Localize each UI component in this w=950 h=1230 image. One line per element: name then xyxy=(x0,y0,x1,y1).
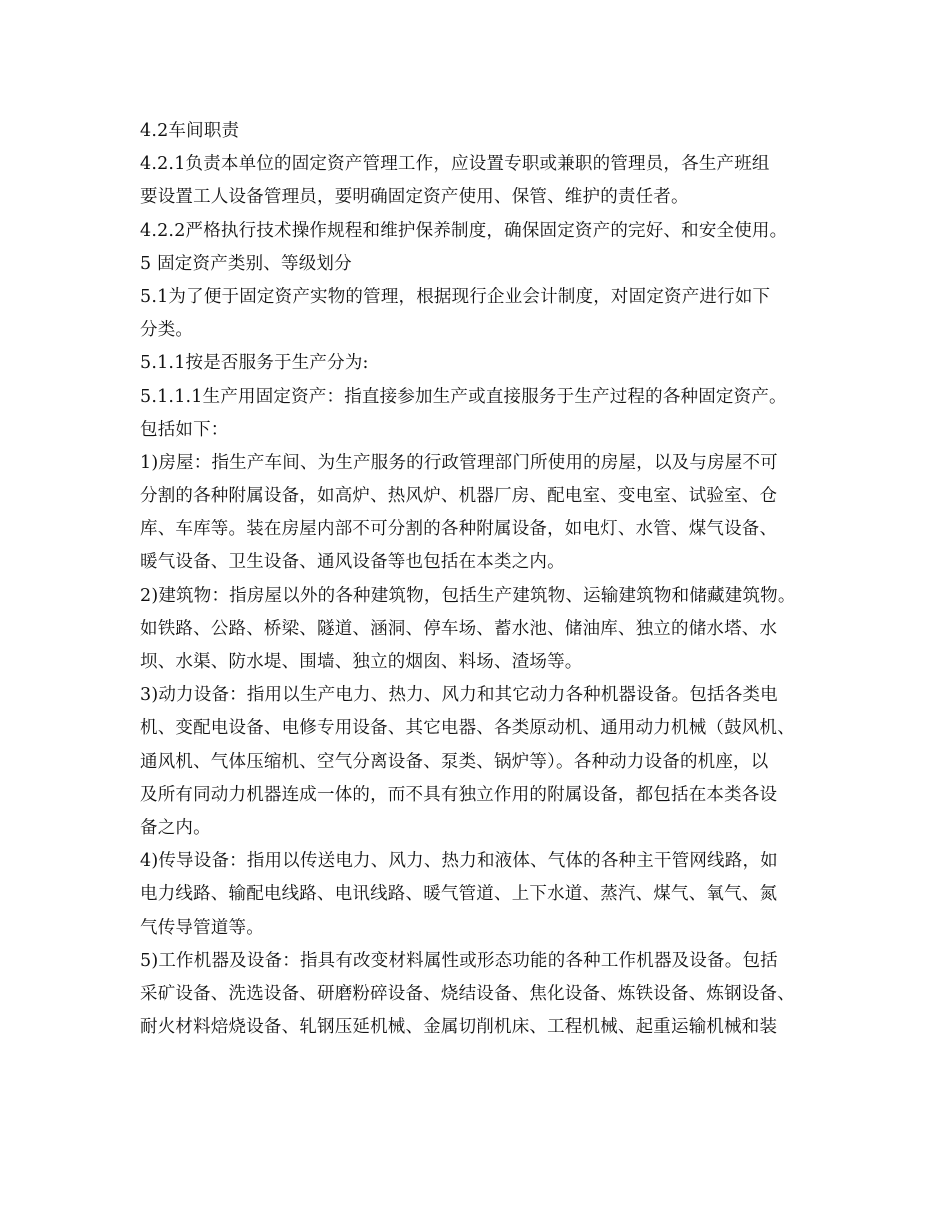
text-line: 分割的各种附属设备，如高炉、热风炉、机器厂房、配电室、变电室、试验室、仓 xyxy=(140,486,778,507)
text-line: 备之内。 xyxy=(140,817,211,838)
text-line: 3)动力设备：指用以生产电力、热力、风力和其它动力各种机器设备。包括各类电 xyxy=(140,685,778,706)
section-heading-4-2: 4.2车间职责 xyxy=(140,121,240,141)
text-line: 气传导管道等。 xyxy=(140,917,264,938)
text-line: 暖气设备、卫生设备、通风设备等也包括在本类之内。 xyxy=(140,552,565,573)
text-line: 5.1.1.1生产用固定资产：指直接参加生产或直接服务于生产过程的各种固定资产。 xyxy=(140,386,787,407)
text-line: 1)房屋：指生产车间、为生产服务的行政管理部门所使用的房屋，以及与房屋不可 xyxy=(140,452,778,473)
document-page xyxy=(140,115,825,1044)
text-line: 坝、水渠、防水堤、围墙、独立的烟囱、料场、渣场等。 xyxy=(140,652,583,672)
text-line: 分类。 xyxy=(140,320,194,341)
text-line: 机、变配电设备、电修专用设备、其它电器、各类原动机、通用动力机械（鼓风机、 xyxy=(140,718,795,739)
text-line: 要设置工人设备管理员，要明确固定资产使用、保管、维护的责任者。 xyxy=(140,187,689,208)
text-line: 采矿设备、洗选设备、研磨粉碎设备、烧结设备、焦化设备、炼铁设备、炼钢设备、 xyxy=(140,983,795,1004)
text-line: 及所有同动力机器连成一体的，而不具有独立作用的附属设备，都包括在本类各设 xyxy=(140,784,778,805)
text-line: 5.1为了便于固定资产实物的管理，根据现行企业会计制度，对固定资产进行如下 xyxy=(140,286,771,307)
text-line: 如铁路、公路、桥梁、隧道、涵洞、停车场、蓄水池、储油库、独立的储水塔、水 xyxy=(140,618,778,639)
text-line: 电力线路、输配电线路、电讯线路、暖气管道、上下水道、蒸汽、煤气、氧气、氮 xyxy=(140,884,778,905)
text-line: 通风机、气体压缩机、空气分离设备、泵类、锅炉等）。各种动力设备的机座，以 xyxy=(140,751,769,772)
text-line: 2)建筑物：指房屋以外的各种建筑物，包括生产建筑物、运输建筑物和储藏建筑物。 xyxy=(140,585,796,606)
text-line: 4.2.2严格执行技术操作规程和维护保养制度，确保固定资产的完好、和安全使用。 xyxy=(140,220,788,241)
text-line: 包括如下： xyxy=(140,419,229,440)
text-line: 4.2.1负责本单位的固定资产管理工作，应设置专职或兼职的管理员，各生产班组 xyxy=(140,154,770,175)
text-line: 库、车库等。装在房屋内部不可分割的各种附属设备，如电灯、水管、煤气设备、 xyxy=(140,519,778,540)
text-line: 5)工作机器及设备：指具有改变材料属性或形态功能的各种工作机器及设备。包括 xyxy=(140,950,778,971)
section-heading-5: 5 固定资产类别、等级划分 xyxy=(140,253,352,274)
text-line: 4)传导设备：指用以传送电力、风力、热力和液体、气体的各种主干管网线路，如 xyxy=(140,851,778,872)
text-line: 耐火材料焙烧设备、轧钢压延机械、金属切削机床、工程机械、起重运输机械和装 xyxy=(140,1017,778,1038)
text-line: 5.1.1按是否服务于生产分为: xyxy=(140,353,369,374)
